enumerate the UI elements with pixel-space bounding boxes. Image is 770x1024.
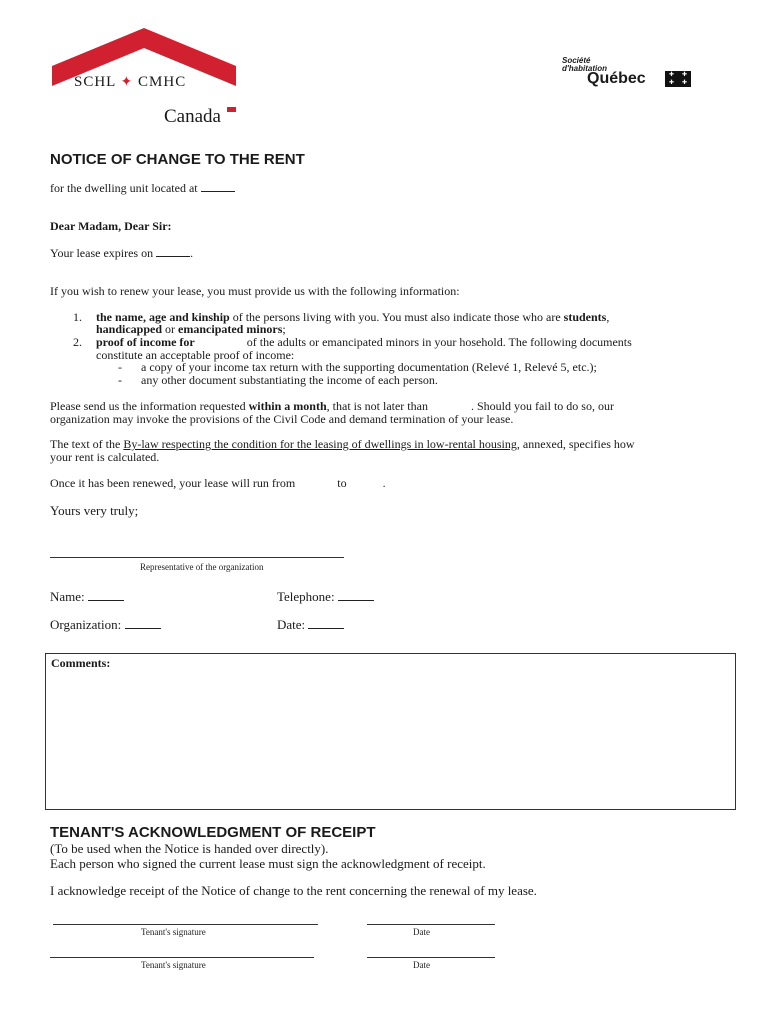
shq-line2: d'habitation: [562, 64, 608, 73]
tenant-date-label-1: Date: [413, 927, 430, 937]
cmhc-roof-icon: [50, 26, 238, 104]
item1-or: or: [165, 322, 176, 336]
sub-dash-2: -: [118, 373, 122, 387]
dwelling-address-field[interactable]: [201, 181, 235, 192]
organization-field: [50, 617, 161, 633]
tenant-signature-label-2: Tenant's signature: [141, 960, 206, 970]
sub-item-1: a copy of your income tax return with the supporting documentation (Relevé 1, Relevé 5, etc.);: [141, 360, 597, 374]
comments-box[interactable]: [45, 653, 736, 810]
canada-wordmark: Canada: [164, 106, 221, 127]
list-item-1: the name, age and kinship of the persons living with you. You must also indicate those who are students,: [96, 310, 610, 324]
renew-intro: If you wish to renew your lease, you must provide us with the following information:: [50, 284, 460, 298]
ack-title: TENANT'S ACKNOWLEDGMENT OF RECEIPT: [50, 824, 376, 841]
tenant-date-line-1[interactable]: [367, 924, 495, 925]
shq-logo: [562, 56, 702, 90]
organization-input[interactable]: [125, 618, 161, 629]
list-number-2: 2.: [73, 335, 82, 349]
ack-line3: I acknowledge receipt of the Notice of change to the rent concerning the renewal of my lease.: [50, 883, 537, 898]
item1-emancipated: emancipated minors: [178, 322, 283, 336]
logo-schl-text: SCHL: [74, 74, 116, 90]
date-label: Date:: [277, 617, 306, 632]
list-number-1: 1.: [73, 310, 82, 324]
name-input[interactable]: [88, 590, 124, 601]
item1-end: ;: [282, 322, 286, 336]
telephone-input[interactable]: [338, 590, 374, 601]
ack-line1: (To be used when the Notice is handed over directly).: [50, 841, 329, 856]
ack-line2: Each person who signed the current lease must sign the acknowledgment of receipt.: [50, 856, 486, 871]
send-b: , that is not later than: [326, 399, 428, 413]
item1-students: students: [563, 310, 607, 324]
tenant-date-line-2[interactable]: [367, 957, 495, 958]
tenant-signature-line-1[interactable]: [53, 924, 318, 925]
name-field: [50, 589, 124, 605]
logo-cmhc-text: CMHC: [138, 74, 187, 90]
bylaw-para-line2: your rent is calculated.: [50, 450, 160, 464]
cmhc-logo: [50, 26, 238, 104]
salutation: Dear Madam, Dear Sir:: [50, 219, 172, 233]
renewed-end: .: [382, 476, 386, 490]
renewed-text: Once it has been renewed, your lease will run from: [50, 476, 296, 490]
renewed-line: [50, 477, 386, 490]
item1-bold: the name, age and kinship: [96, 310, 230, 324]
lease-expiry-date-field[interactable]: [156, 246, 190, 257]
date-input[interactable]: [308, 618, 344, 629]
maple-leaf-icon: ✦: [120, 75, 134, 90]
name-label: Name:: [50, 589, 85, 604]
send-bold: within a month: [248, 399, 327, 413]
quebec-flag-icon: ✚ ✚ ✚ ✚: [665, 71, 691, 87]
bylaw-b: , annexed, specifies how: [516, 437, 635, 451]
canada-flag-icon: [227, 107, 236, 112]
shq-line1: Société: [562, 56, 591, 65]
lease-expires-text: Your lease expires on: [50, 246, 154, 260]
date-field: [277, 617, 344, 633]
dwelling-line: [50, 181, 235, 195]
item1-handicapped: handicapped: [96, 322, 163, 336]
sub-item-2: any other document substantiating the income of each person.: [141, 373, 438, 387]
send-a: Please send us the information requested: [50, 399, 246, 413]
closing: Yours very truly;: [50, 503, 139, 518]
send-para-line2: organization may invoke the provisions of the Civil Code and demand termination of your lease.: [50, 412, 514, 426]
page-title: NOTICE OF CHANGE TO THE RENT: [50, 151, 305, 168]
bylaw-link[interactable]: By-law respecting the condition for the leasing of dwellings in low-rental housing: [123, 437, 517, 451]
list-item-2-line2: constitute an acceptable proof of income:: [96, 348, 295, 362]
renewed-to: to: [337, 476, 347, 490]
bylaw-a: The text of the: [50, 437, 121, 451]
representative-signature-line[interactable]: [50, 557, 344, 558]
dwelling-line-text: for the dwelling unit located at: [50, 181, 198, 195]
shq-line3: Québec: [587, 70, 646, 87]
send-c: . Should you fail to do so, our: [470, 399, 614, 413]
sub-dash-1: -: [118, 360, 122, 374]
item1-text: of the persons living with you. You must also indicate those who are: [232, 310, 561, 324]
telephone-field: [277, 589, 374, 605]
comments-label: Comments:: [51, 656, 111, 670]
item2-text: of the adults or emancipated minors in your hosehold. The following documents: [246, 335, 632, 349]
tenant-signature-line-2[interactable]: [50, 957, 314, 958]
telephone-label: Telephone:: [277, 589, 335, 604]
tenant-signature-label-1: Tenant's signature: [141, 927, 206, 937]
tenant-date-label-2: Date: [413, 960, 430, 970]
organization-label: Organization:: [50, 617, 122, 632]
representative-label: Representative of the organization: [140, 562, 264, 572]
item2-bold: proof of income for: [96, 335, 195, 349]
lease-expires-line: Your lease expires on .: [50, 246, 194, 260]
